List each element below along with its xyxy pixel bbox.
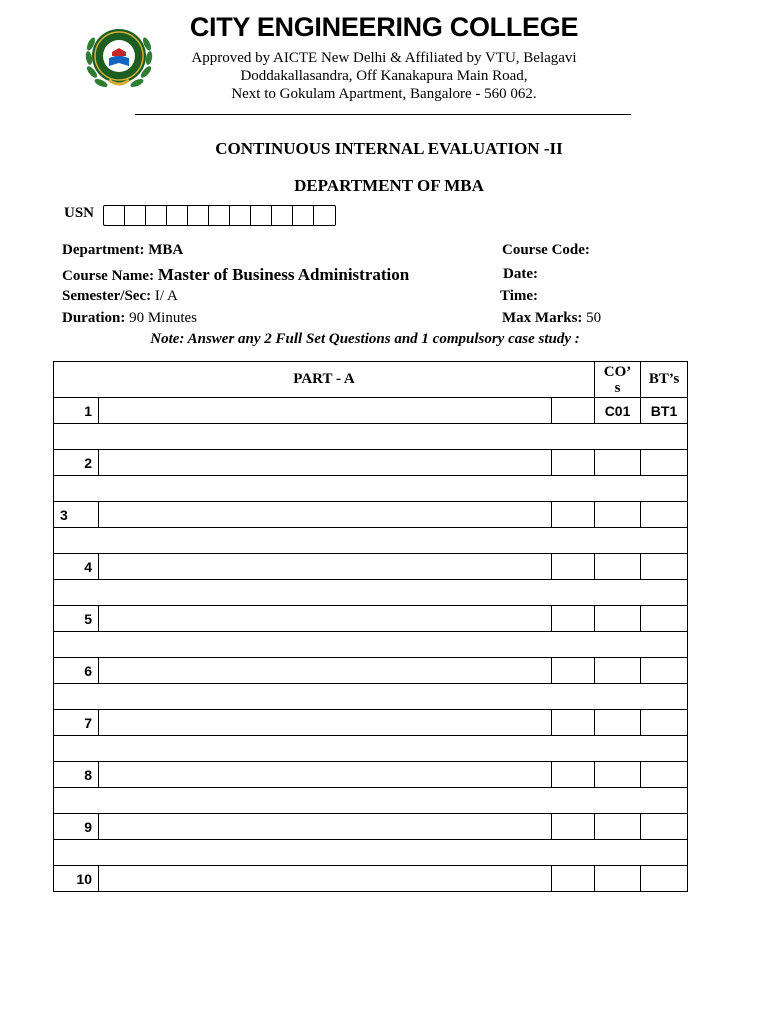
- spacer-row: [54, 736, 688, 762]
- question-text-cell[interactable]: [99, 554, 552, 580]
- usn-digit-box[interactable]: [272, 206, 293, 225]
- part-a-header: PART - A: [54, 362, 595, 398]
- bt-cell: [641, 814, 688, 840]
- co-cell: [595, 554, 641, 580]
- semester-value: I/ A: [154, 288, 178, 304]
- cos-header: [595, 362, 641, 398]
- question-number: 4: [54, 554, 99, 580]
- question-row: [54, 398, 688, 424]
- spacer-row: [54, 632, 688, 658]
- bt-cell: [641, 710, 688, 736]
- spacer-row: [54, 684, 688, 710]
- duration-value: 90 Minutes: [129, 310, 198, 326]
- co-cell: [595, 606, 641, 632]
- spacer-row: [54, 424, 688, 450]
- table-header-row: [54, 362, 688, 398]
- question-row: [54, 502, 688, 528]
- marks-cell[interactable]: [552, 814, 595, 840]
- question-row: [54, 606, 688, 632]
- spacer-cell: [54, 424, 688, 450]
- usn-digit-box[interactable]: [314, 206, 335, 225]
- bt-cell: BT1: [641, 398, 688, 424]
- question-number: 10: [54, 866, 99, 892]
- question-number: 8: [54, 762, 99, 788]
- spacer-cell: [54, 632, 688, 658]
- question-number: 3: [54, 502, 99, 528]
- question-number: 9: [54, 814, 99, 840]
- marks-cell[interactable]: [552, 710, 595, 736]
- marks-cell[interactable]: [552, 658, 595, 684]
- spacer-row: [54, 476, 688, 502]
- co-cell: C01: [595, 398, 641, 424]
- usn-digit-box[interactable]: [251, 206, 272, 225]
- bt-cell: [641, 866, 688, 892]
- bts-header: BT’s: [641, 362, 688, 398]
- marks-cell[interactable]: [552, 398, 595, 424]
- question-row: [54, 554, 688, 580]
- course-name-label: Course Name:: [62, 268, 155, 284]
- max-marks-field: [502, 310, 601, 327]
- marks-cell[interactable]: [552, 554, 595, 580]
- address-line-1: Approved by AICTE New Delhi & Affiliated by VTU, Belagavi: [191, 50, 577, 66]
- bt-cell: [641, 762, 688, 788]
- time-field: [500, 288, 538, 305]
- cos-header-line2: s: [614, 379, 621, 396]
- marks-cell[interactable]: [552, 502, 595, 528]
- question-row: [54, 762, 688, 788]
- college-name: CITY ENGINEERING COLLEGE: [189, 12, 579, 42]
- max-marks-label: Max Marks:: [502, 310, 583, 326]
- exam-title: CONTINUOUS INTERNAL EVALUATION -II: [215, 139, 563, 158]
- co-cell: [595, 450, 641, 476]
- department-title: DEPARTMENT OF MBA: [294, 176, 484, 195]
- question-text-cell[interactable]: [99, 762, 552, 788]
- question-number: 5: [54, 606, 99, 632]
- marks-cell[interactable]: [552, 866, 595, 892]
- co-cell: [595, 866, 641, 892]
- marks-cell[interactable]: [552, 450, 595, 476]
- question-text-cell[interactable]: [99, 710, 552, 736]
- question-number: 7: [54, 710, 99, 736]
- usn-digit-box[interactable]: [104, 206, 125, 225]
- co-cell: [595, 502, 641, 528]
- question-text-cell[interactable]: [99, 606, 552, 632]
- date-field: [503, 266, 538, 283]
- question-number: 1: [54, 398, 99, 424]
- spacer-row: [54, 528, 688, 554]
- spacer-cell: [54, 528, 688, 554]
- question-row: [54, 450, 688, 476]
- bt-cell: [641, 502, 688, 528]
- question-text-cell[interactable]: [99, 866, 552, 892]
- header-divider: [135, 114, 631, 115]
- course-name-field: [62, 265, 409, 285]
- duration-label: Duration:: [62, 310, 126, 326]
- bt-cell: [641, 658, 688, 684]
- question-text-cell[interactable]: [99, 502, 552, 528]
- address-line-3: Next to Gokulam Apartment, Bangalore - 560 062.: [231, 86, 537, 102]
- cos-header-line1: CO’: [603, 363, 632, 380]
- spacer-cell: [54, 736, 688, 762]
- instructions-note: Note: Answer any 2 Full Set Questions and 1 compulsory case study :: [150, 331, 580, 347]
- department-label: Department:: [62, 242, 145, 258]
- time-label: Time:: [500, 288, 539, 304]
- date-label: Date:: [503, 266, 538, 282]
- question-table: [53, 361, 688, 892]
- usn-digit-box[interactable]: [146, 206, 167, 225]
- bt-cell: [641, 450, 688, 476]
- usn-digit-box[interactable]: [209, 206, 230, 225]
- course-code-label: Course Code:: [502, 242, 590, 258]
- usn-digit-box[interactable]: [188, 206, 209, 225]
- spacer-cell: [54, 684, 688, 710]
- duration-field: [62, 310, 197, 327]
- question-row: [54, 814, 688, 840]
- bt-cell: [641, 606, 688, 632]
- question-number: 2: [54, 450, 99, 476]
- course-code-field: [502, 242, 590, 259]
- spacer-row: [54, 580, 688, 606]
- department-field: [62, 242, 183, 259]
- spacer-cell: [54, 788, 688, 814]
- usn-input-boxes[interactable]: [103, 205, 336, 226]
- marks-cell[interactable]: [552, 606, 595, 632]
- semester-label: Semester/Sec:: [62, 288, 152, 304]
- question-text-cell[interactable]: [99, 814, 552, 840]
- co-cell: [595, 762, 641, 788]
- spacer-row: [54, 788, 688, 814]
- co-cell: [595, 710, 641, 736]
- question-row: [54, 658, 688, 684]
- spacer-row: [54, 840, 688, 866]
- spacer-cell: [54, 476, 688, 502]
- address-line-2: Doddakallasandra, Off Kanakapura Main Road,: [240, 68, 528, 84]
- question-text-cell[interactable]: [99, 450, 552, 476]
- question-text-cell[interactable]: [99, 398, 552, 424]
- question-row: [54, 866, 688, 892]
- usn-digit-box[interactable]: [230, 206, 251, 225]
- co-cell: [595, 814, 641, 840]
- co-cell: [595, 658, 641, 684]
- bt-cell: [641, 554, 688, 580]
- course-name-value: Master of Business Administration: [157, 265, 410, 284]
- question-row: [54, 710, 688, 736]
- usn-digit-box[interactable]: [293, 206, 314, 225]
- question-number: 6: [54, 658, 99, 684]
- question-text-cell[interactable]: [99, 658, 552, 684]
- spacer-cell: [54, 840, 688, 866]
- max-marks-value: 50: [586, 310, 602, 326]
- spacer-cell: [54, 580, 688, 606]
- marks-cell[interactable]: [552, 762, 595, 788]
- usn-digit-box[interactable]: [125, 206, 146, 225]
- usn-label: USN: [64, 205, 95, 221]
- department-value: MBA: [148, 242, 184, 258]
- usn-digit-box[interactable]: [167, 206, 188, 225]
- semester-field: [62, 288, 178, 305]
